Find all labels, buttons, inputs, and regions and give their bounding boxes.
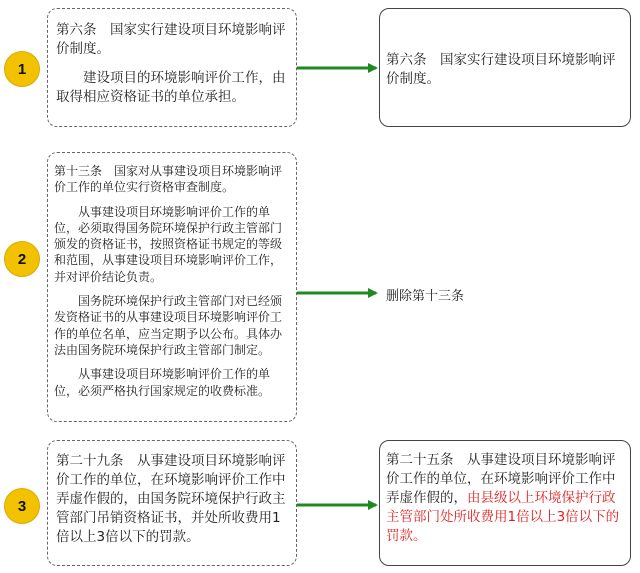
old-article-29-box — [47, 440, 297, 566]
new-article-25-box — [379, 440, 631, 566]
old-article-13-box — [47, 152, 297, 422]
old-article-13-p4: 从事建设项目环境影响评价工作的单位，必须严格执行国家规定的收费标准。 — [54, 367, 271, 398]
step-badge-2: 2 — [4, 241, 40, 277]
new-article-6-text: 第六条 国家实行建设项目环境影响评价制度。 — [386, 52, 616, 87]
step-badge-3: 3 — [4, 488, 40, 524]
new-article-25-text — [386, 451, 622, 546]
old-article-13-p1: 第十三条 国家对从事建设项目环境影响评价工作的单位实行资格审查制度。 — [54, 164, 283, 195]
delete-article-13-text: 删除第十三条 — [386, 289, 465, 304]
new-article-25-plain: 第二十五条 从事建设项目环境影响评价工作的单位，在环境影响评价工作中弄虚作假的， — [386, 452, 616, 506]
old-article-13-p3: 国务院环境保护行政主管部门对已经颁发资格证书的从事建设项目环境影响评价工作的单位名单，应当定期予以公布。具体办法由国务院环境保护行政主管部门制定。 — [54, 294, 283, 357]
old-article-6-p1: 第六条 国家实行建设项目环境影响评价制度。 — [56, 22, 286, 57]
step-badge-1: 1 — [4, 51, 40, 87]
old-article-6-p2: 建设项目的环境影响评价工作，由取得相应资格证书的单位承担。 — [56, 70, 286, 105]
new-article-6-box — [379, 8, 631, 127]
new-article-25-highlight: 由县级以上环境保护行政主管部门处所收费用1倍以上3倍以下的罚款。 — [386, 490, 620, 544]
old-article-29-text: 第二十九条 从事建设项目环境影响评价工作的单位，在环境影响评价工作中弄虚作假的，由国务院环境保护行政主管部门吊销资格证书，并处所收费用1倍以上3倍以下的罚款。 — [56, 453, 286, 545]
old-article-6-box — [47, 8, 297, 127]
old-article-13-p2: 从事建设项目环境影响评价工作的单位，必须取得国务院环境保护行政主管部门颁发的资格证书，按照资格证书规定的等级和范围，从事建设项目环境影响评价工作，并对评价结论负责。 — [54, 204, 283, 284]
